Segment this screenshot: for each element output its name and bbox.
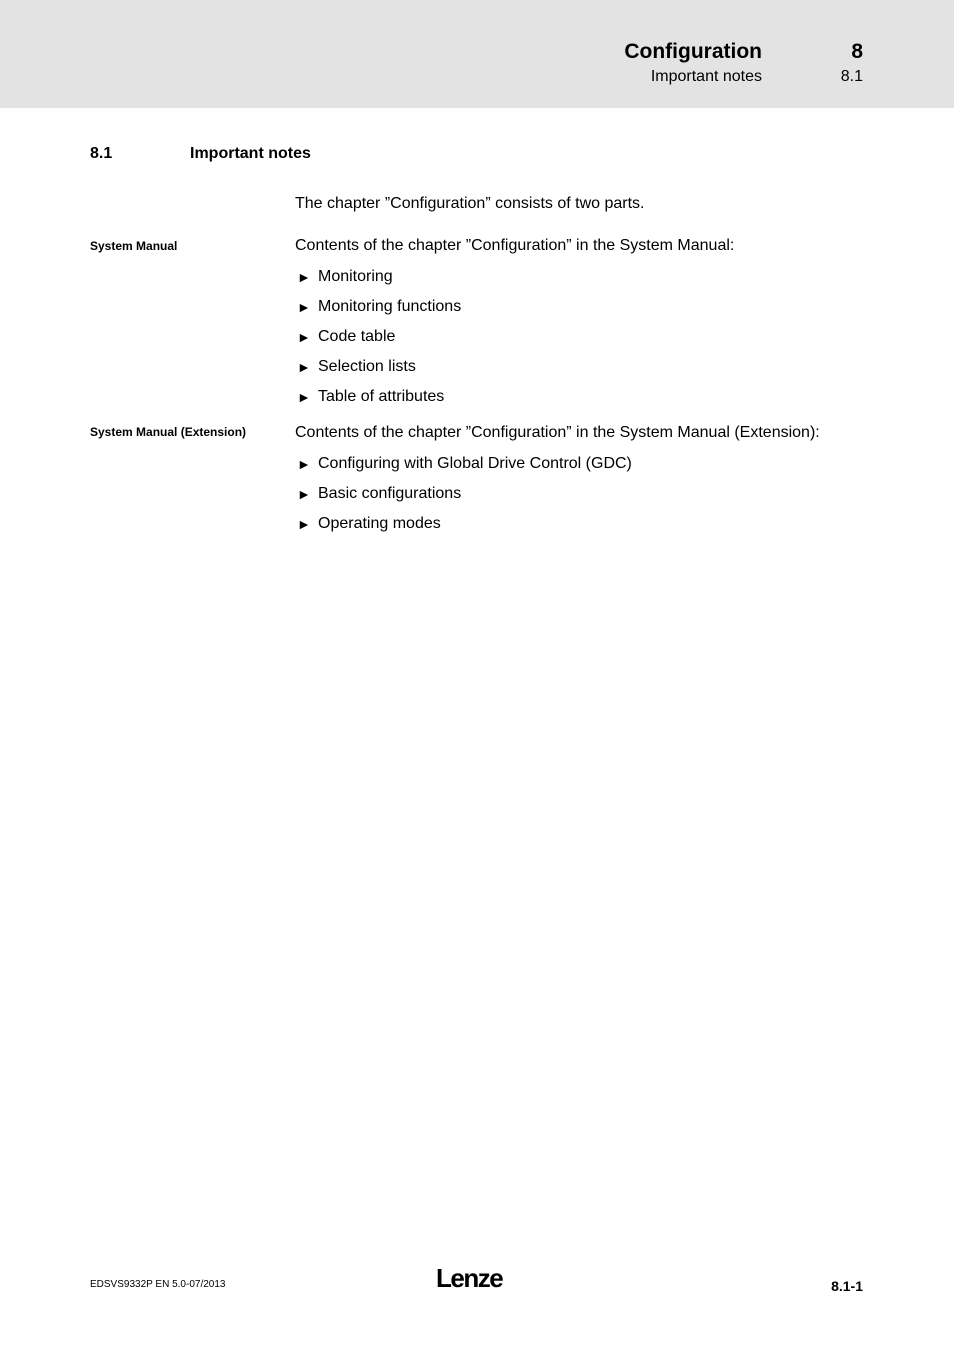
margin-label-system-manual: System Manual: [90, 239, 178, 253]
arrow-right-icon: ►: [297, 486, 311, 502]
system-manual-lead: Contents of the chapter ”Configuration” in the System Manual:: [295, 237, 735, 254]
footer-document-id: EDSVS9332P EN 5.0-07/2013: [90, 1279, 226, 1290]
header-chapter-number: 8: [851, 40, 863, 63]
section-number: 8.1: [90, 145, 113, 162]
list-item: ► Basic configurations: [297, 485, 462, 502]
arrow-right-icon: ►: [297, 359, 311, 375]
arrow-right-icon: ►: [297, 329, 311, 345]
footer-page-number: 8.1-1: [831, 1278, 863, 1294]
system-manual-list: [297, 267, 461, 413]
system-manual-extension-lead: Contents of the chapter ”Configuration” in the System Manual (Extension):: [295, 424, 820, 441]
list-item: ► Selection lists: [297, 358, 416, 375]
list-item: ► Monitoring: [297, 268, 393, 285]
header-title: Configuration: [624, 40, 762, 63]
list-item: ► Operating modes: [297, 515, 441, 532]
list-item: ► Table of attributes: [297, 388, 445, 405]
header-section-number: 8.1: [840, 68, 863, 85]
arrow-right-icon: ►: [297, 516, 311, 532]
list-item: ► Configuring with Global Drive Control (GDC): [297, 455, 632, 472]
list-item: ► Code table: [297, 328, 396, 345]
system-manual-extension-list: [297, 454, 632, 544]
header-subtitle: Important notes: [650, 68, 762, 85]
section-title: Important notes: [190, 145, 311, 162]
page-header: [0, 0, 954, 108]
margin-label-system-manual-extension: System Manual (Extension): [90, 425, 247, 439]
lenze-logo: Lenze: [436, 1263, 503, 1293]
intro-paragraph: The chapter ”Configuration” consists of two parts.: [295, 195, 645, 212]
arrow-right-icon: ►: [297, 269, 311, 285]
arrow-right-icon: ►: [297, 456, 311, 472]
list-item: ► Monitoring functions: [297, 298, 462, 315]
arrow-right-icon: ►: [297, 389, 311, 405]
arrow-right-icon: ►: [297, 299, 311, 315]
